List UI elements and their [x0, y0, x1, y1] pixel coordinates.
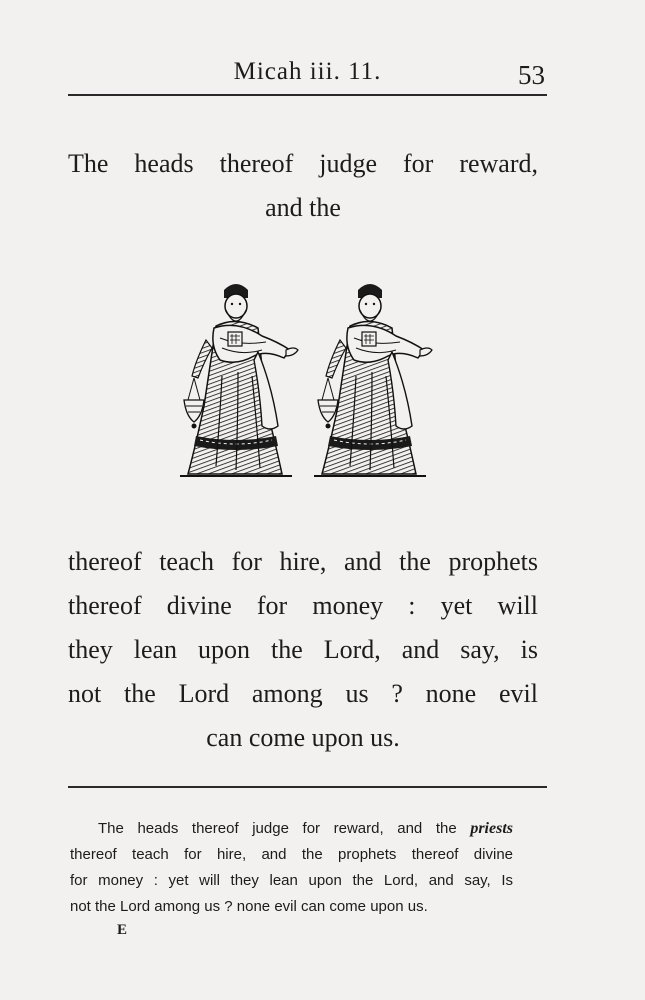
- verse-top: [68, 142, 538, 230]
- footnote-text: The heads thereof judge for reward, and the: [98, 820, 471, 837]
- verse-line: can come upon us.: [206, 723, 400, 752]
- header-rule: [68, 94, 547, 96]
- verse-line: thereof teach for hire, and the prophets: [68, 547, 538, 576]
- verse-line: not the Lord among us ? none evil: [68, 679, 538, 708]
- verse-line: The heads thereof judge for reward,: [68, 149, 538, 178]
- footnote-rule: [68, 786, 547, 788]
- footnote: [70, 816, 513, 920]
- signature-mark: E: [117, 922, 128, 938]
- running-head: [68, 58, 547, 94]
- verse-line: thereof divine for money : yet will: [68, 591, 538, 620]
- page-number: 53: [518, 60, 545, 90]
- verse-bottom: [68, 540, 538, 760]
- footnote-line: for money : yet will they lean upon the Lord, and say, Is: [70, 872, 513, 889]
- footnote-italic-word: priests: [470, 820, 513, 837]
- verse-line: they lean upon the Lord, and say, is: [68, 635, 538, 664]
- running-title: Micah iii. 11.: [233, 58, 382, 85]
- verse-line: and the: [265, 193, 341, 222]
- footnote-line: not the Lord among us ? none evil can come upon us.: [70, 898, 428, 915]
- footnote-line: thereof teach for hire, and the prophets thereof divine: [70, 846, 513, 863]
- footnote-line: [70, 816, 513, 842]
- two-priests-woodcut-icon: [166, 270, 446, 495]
